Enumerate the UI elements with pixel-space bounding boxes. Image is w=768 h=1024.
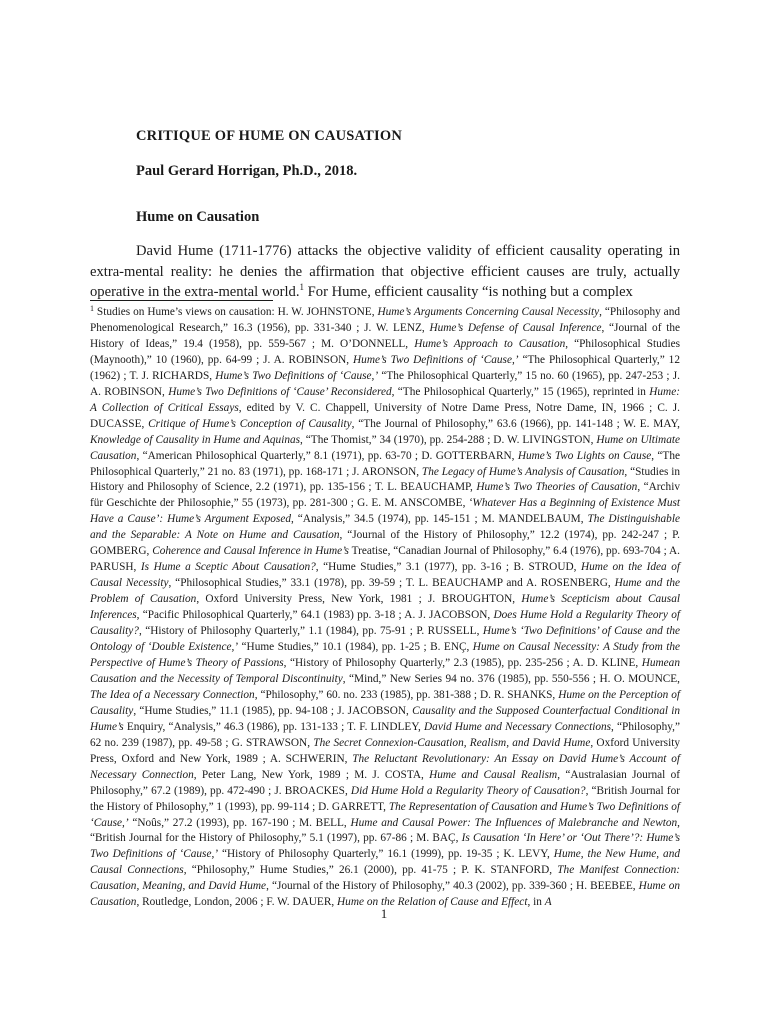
footnote-text: , “Philosophy,” Hume Studies,” 26.1 (2000), pp. 41-75 ; P. K. STANFORD, bbox=[183, 864, 558, 877]
footnote-text: , “Philosophy and Phenomenological Research,” 16.3 (1956), pp. 331-340 ; J. W. LENZ, bbox=[90, 306, 680, 334]
footnote-text: “The Philosophical Quarterly,” 15 no. 60 (1965), pp. 247-253 ; J. A. ROBINSON, bbox=[90, 369, 680, 398]
footnote-text: “History of Philosophy Quarterly,” 16.1 (1999), pp. 19-35 ; K. LEVY, bbox=[218, 848, 554, 861]
footnote-text: , “History of Philosophy Quarterly,” 2.3 (1985), pp. 235-256 ; A. D. KLINE, bbox=[283, 656, 642, 669]
footnote-cited-title: The Reluctant Revolutionary: An Essay on David Hume’s Account of Necessary Connection bbox=[90, 752, 680, 781]
footnote-text: , Peter Lang, New York, 1989 ; M. J. COSTA, bbox=[193, 768, 430, 781]
footnote-text: , “The Philosophical Quarterly,” 21 no. 83 (1971), pp. 168-171 ; J. ARONSON, bbox=[90, 449, 680, 478]
footnote-text: “Hume Studies,” 10.1 (1984), pp. 1-25 ; B. ENÇ, bbox=[238, 641, 473, 654]
footnote-text: , “The Thomist,” 34 (1970), pp. 254-288 ; D. W. LIVINGSTON, bbox=[300, 433, 597, 446]
footnote-cited-title: Hume and Causal Power: The Influences of Malebranche and Newton bbox=[350, 816, 678, 829]
footnote-text: , “Philosophy,” 60. no. 233 (1985), pp. 381-388 ; D. R. SHANKS, bbox=[254, 688, 559, 701]
footnote-text: , Routledge, London, 2006 ; F. W. DAUER, bbox=[136, 896, 338, 909]
footnote-text: , “Hume Studies,” 11.1 (1985), pp. 94-108 ; J. JACOBSON, bbox=[133, 704, 413, 717]
footnote-text: , Oxford University Press, Oxford and New York, 1989 ; A. SCHWERIN, bbox=[90, 736, 681, 765]
footnote-cited-title: A bbox=[544, 896, 552, 909]
footnote-cited-title: David Hume and Necessary Connections bbox=[424, 720, 612, 733]
footnote-cited-title: Causality and the Supposed Counterfactual Conditional in Hume’s bbox=[90, 704, 680, 733]
footnote-text: , “Philosophical Studies,” 33.1 (1978), pp. 39-59 ; T. L. BEAUCHAMP and A. ROSENBERG, bbox=[168, 577, 615, 590]
footnote-text: , “Pacific Philosophical Quarterly,” 64.1 (1983) pp. 3-18 ; A. J. JACOBSON, bbox=[136, 609, 494, 622]
footnote-text: Enquiry, “Analysis,” 46.3 (1986), pp. 131-133 ; T. F. LINDLEY, bbox=[123, 720, 425, 733]
footnote-cited-title: Hume’s Defense of Causal Inference bbox=[429, 321, 602, 334]
footnote-separator bbox=[90, 300, 273, 301]
footnote-text: , “The Journal of Philosophy,” 63.6 (1966), pp. 141-148 ; W. E. MAY, bbox=[351, 417, 680, 430]
footnote-cited-title: Critique of Hume’s Conception of Causality bbox=[148, 417, 352, 430]
footnote-cited-title: Is Causation ‘In Here’ or ‘Out There’?: Hume’s Two Definitions of ‘Cause,’ bbox=[90, 832, 680, 861]
footnote-cited-title: Coherence and Causal Inference in Hume’s bbox=[152, 545, 349, 558]
footnote-cited-title: Hume on the Relation of Cause and Effect bbox=[337, 896, 528, 909]
footnote-cited-title: The Legacy of Hume’s Analysis of Causation bbox=[421, 465, 625, 478]
footnote-cited-title: Hume’s Scepticism about Causal Inferences bbox=[90, 593, 680, 622]
footnote-text: , Oxford University Press, New York, 1981 ; J. BROUGHTON, bbox=[196, 593, 522, 606]
footnote-cited-title: The Secret Connexion-Causation, Realism, and David Hume bbox=[313, 736, 591, 749]
footnote-text: , “Journal of the History of Philosophy,” 40.3 (2002), pp. 339-360 ; H. BEEBEE, bbox=[266, 880, 639, 893]
footnote-cited-title: Hume’s Approach to Causation bbox=[414, 337, 566, 350]
page-number: 1 bbox=[380, 906, 388, 921]
footnote-cited-title: Hume on the Perception of Causality bbox=[90, 688, 680, 717]
footnote-text: Studies on Hume’s views on causation: H. W. JOHNSTONE, bbox=[94, 306, 378, 318]
footnote-reference[interactable]: 1 bbox=[299, 282, 305, 292]
footnote-text: , edited by V. C. Chappell, University of Notre Dame Press, Notre Dame, IN, 1966 ; C. J. DUCASSE, bbox=[90, 401, 680, 430]
footnote-text: , “British Journal for the History of Philosophy,” 1 (1993), pp. 99-114 ; D. GARRETT, bbox=[90, 784, 680, 813]
footnote-cited-title: Hume on Causal Necessity: A Study from the Perspective of Hume’s Theory of Passions bbox=[90, 641, 680, 669]
footnote-cited-title: Hume and the Problem of Causation bbox=[90, 577, 680, 606]
footnote-cited-title: Humean Causation and the Necessity of Temporal Discontinuity bbox=[90, 656, 680, 685]
footnote bbox=[90, 305, 680, 911]
footnote-cited-title: Hume on Ultimate Causation bbox=[90, 433, 680, 462]
footnote-cited-title: ‘Whatever Has a Beginning of Existence Must Have a Cause’: Hume’s Argument Exposed bbox=[90, 497, 681, 526]
footnote-text: , “History of Philosophy Quarterly,” 1.1 (1984), pp. 75-91 ; P. RUSSELL, bbox=[138, 625, 483, 638]
footnote-cited-title: Hume, the New Hume, and Causal Connections bbox=[90, 848, 681, 877]
footnote-cited-title: Hume on Causation bbox=[90, 880, 680, 909]
footnote-text: , “Mind,” New Series 94 no. 376 (1985), pp. 550-556 ; H. O. MOUNCE, bbox=[342, 672, 680, 685]
footnote-cited-title: Hume’s ‘Two Definitions’ of Cause and the Ontology of ‘Double Existence,’ bbox=[90, 625, 680, 654]
footnote-text: , “Philosophical Studies (Maynooth),” 10 (1960), pp. 64-99 ; J. A. ROBINSON, bbox=[90, 337, 680, 366]
footnote-cited-title: The Idea of a Necessary Connection bbox=[90, 688, 255, 701]
footnote-text: , “Journal of the History of Ideas,” 19.4 (1958), pp. 559-567 ; M. O’DONNELL, bbox=[90, 321, 680, 350]
footnote-cited-title: Hume’s Two Definitions of ‘Cause,’ bbox=[215, 369, 379, 382]
footnote-text: , “The Philosophical Quarterly,” 15 (1965), reprinted in bbox=[391, 385, 650, 398]
footnote-marker: 1 bbox=[90, 304, 94, 313]
footnote-cited-title: Hume on the Idea of Causal Necessity bbox=[90, 561, 681, 590]
footnote-cited-title: Hume’s Two Definitions of ‘Cause,’ bbox=[353, 353, 519, 366]
paragraph-text-continued: For Hume, efficient causality “is nothing but a complex bbox=[304, 284, 633, 300]
footnote-text: , “Hume Studies,” 3.1 (1977), pp. 3-16 ; B. STROUD, bbox=[315, 561, 581, 574]
footnote-cited-title: Hume’s Arguments Concerning Causal Necessity bbox=[377, 306, 600, 318]
footnote-text: , “Philosophy,” 62 no. 239 (1987), pp. 49-58 ; G. STRAWSON, bbox=[90, 720, 680, 749]
footnote-cited-title: Knowledge of Causality in Hume and Aquinas bbox=[90, 433, 301, 446]
footnote-text: “The Philosophical Quarterly,” 12 (1962) ; T. J. RICHARDS, bbox=[90, 353, 680, 382]
footnote-cited-title: Hume’s Two Definitions of ‘Cause’ Reconsidered bbox=[168, 385, 392, 398]
footnote-cited-title: Hume’s Two Theories of Causation bbox=[476, 481, 638, 494]
footnote-cited-title: The Distinguishable and the Separable: A Note on Hume and Causation bbox=[90, 513, 680, 542]
footnote-text: , “British Journal for the History of Philosophy,” 5.1 (1997), pp. 67-86 ; M. BAÇ, bbox=[90, 816, 680, 845]
author-line: Paul Gerard Horrigan, Ph.D., 2018. bbox=[136, 163, 358, 179]
section-heading: Hume on Causation bbox=[136, 209, 260, 225]
footnote-cited-title: Hume: A Collection of Critical Essays bbox=[90, 385, 680, 414]
footnote-text: , in bbox=[527, 896, 545, 909]
footnote-text: Treatise, “Canadian Journal of Philosophy,” 6.4 (1976), pp. 693-704 ; A. PARUSH, bbox=[90, 545, 681, 574]
footnote-text: , “American Philosophical Quarterly,” 8.1 (1971), pp. 63-70 ; D. GOTTERBARN, bbox=[136, 449, 518, 462]
footnote-cited-title: Did Hume Hold a Regularity Theory of Causation? bbox=[350, 784, 586, 797]
footnote-text: , “Australasian Journal of Philosophy,” 67.2 (1989), pp. 472-490 ; J. BROACKES, bbox=[90, 768, 680, 797]
paragraph-text: David Hume (1711-1776) attacks the objective validity of efficient causality operating in extra-mental reality: he denies the affirmation that objective efficient causes are truly, actually operative in the extra-mental world. bbox=[90, 243, 680, 300]
footnote-cited-title: Does Hume Hold a Regularity Theory of Causality? bbox=[90, 609, 680, 638]
footnote-text: , “Studies in History and Philosophy of Science, 2.2 (1971), pp. 135-156 ; T. L. BEAUCHAMP, bbox=[90, 465, 680, 494]
footnote-cited-title: Hume and Causal Realism bbox=[429, 768, 558, 781]
footnote-cited-title: Hume’s Two Lights on Cause bbox=[517, 449, 652, 462]
footnote-text: , “Analysis,” 34.5 (1974), pp. 145-151 ; M. MANDELBAUM, bbox=[291, 513, 588, 526]
footnote-text: , “Journal of the History of Philosophy,” 12.2 (1974), pp. 242-247 ; P. GOMBERG, bbox=[90, 529, 680, 558]
body-paragraph bbox=[90, 241, 680, 303]
footnote-text: , “Archiv für Geschichte der Philosophie,” 55 (1973), pp. 281-300 ; G. E. M. ANSCOMBE, bbox=[90, 481, 680, 510]
footnote-cited-title: The Representation of Causation and Hume’s Two Definitions of ‘Cause,’ bbox=[90, 800, 680, 829]
footnote-cited-title: The Manifest Connection: Causation, Meaning, and David Hume bbox=[90, 864, 680, 893]
footnote-cited-title: Is Hume a Sceptic About Causation? bbox=[140, 561, 316, 574]
footnote-text: “Noûs,” 27.2 (1993), pp. 167-190 ; M. BELL, bbox=[128, 816, 351, 829]
document-title: CRITIQUE OF HUME ON CAUSATION bbox=[136, 128, 403, 144]
